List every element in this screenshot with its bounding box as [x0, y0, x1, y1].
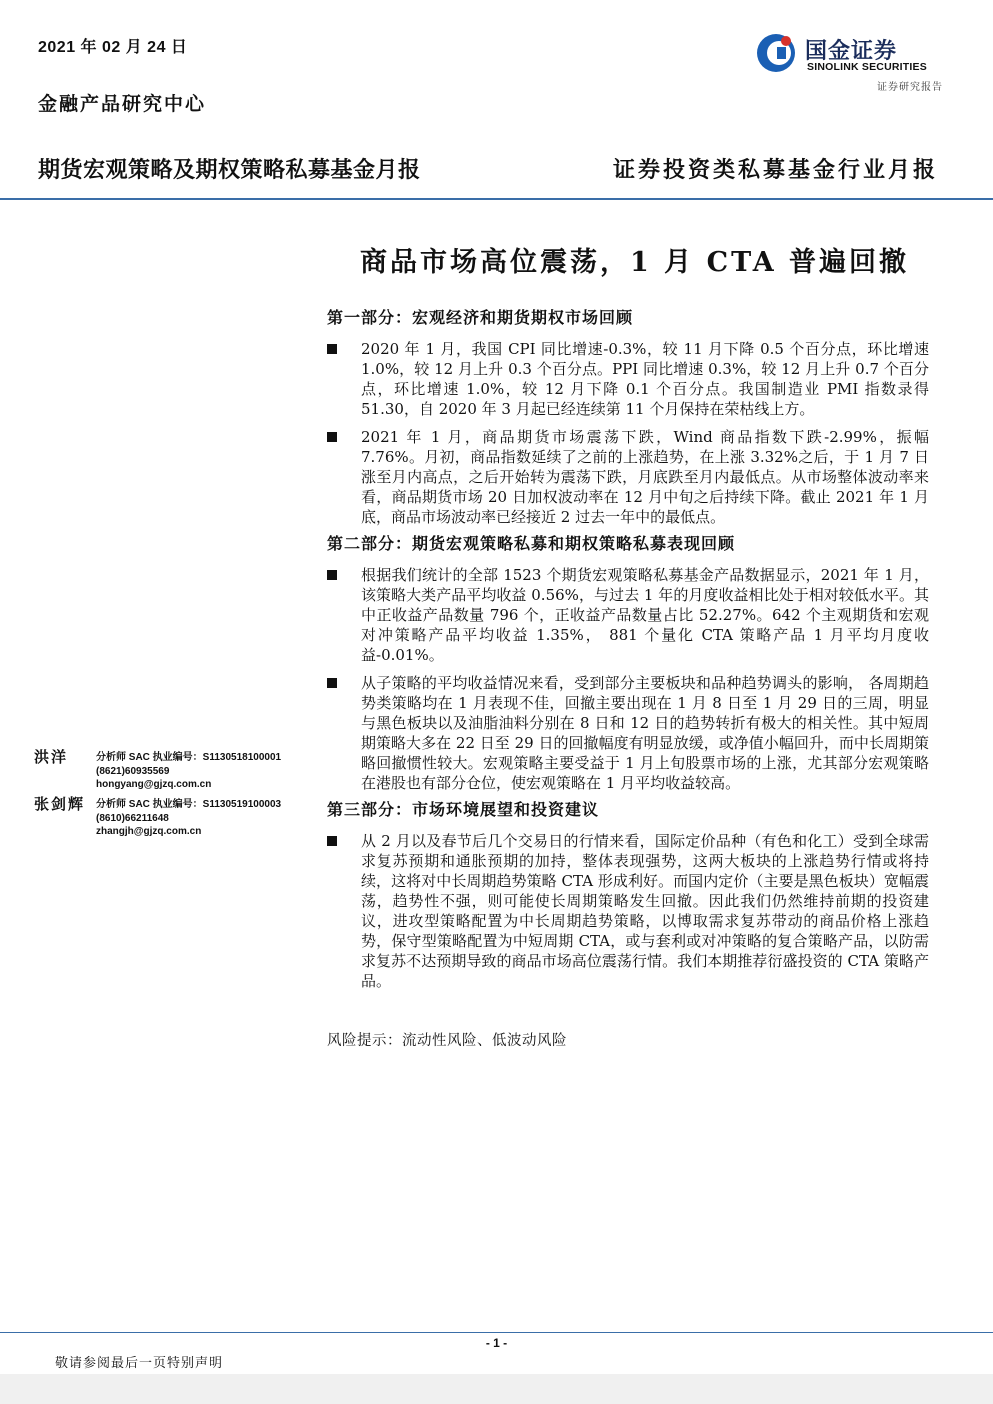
disclaimer-note: 敬请参阅最后一页特别声明: [55, 1356, 224, 1371]
logo-en-text: SINOLINK SECURITIES: [807, 61, 927, 73]
logo-cn-text: 国金证券: [805, 39, 898, 64]
header-divider: [0, 198, 993, 200]
section-outlook: [327, 797, 929, 991]
report-series-title: 期货宏观策略及期权策略私募基金月报: [38, 158, 421, 183]
analyst-email[interactable]: zhangjh@gjzq.com.cn: [96, 826, 202, 837]
analyst-email[interactable]: hongyang@gjzq.com.cn: [96, 779, 212, 790]
analyst-cert: 分析师 SAC 执业编号：S1130518100001: [96, 752, 282, 763]
sinolink-logo-icon: [755, 32, 797, 74]
bullet-text: 从子策略的平均收益情况来看，受到部分主要板块和品种趋势调头的影响， 各周期趋势类策略均在 1 月表现不佳，回撤主要出现在 1 月 8 日至 1 月 29 日的三周，明显与黑色板块以及油脂油料分别在 8 日和 12 日的趋势转折有极大的相关性。其中短周期策略大多在 22 日至 29 日的回撤幅度有明显放缓，或净值小幅回升，而中长周期策略回撤惯性较大。宏观策略主要受益于 1 月上旬股票市场的上涨，尤其部分宏观策略在港股也有部分仓位，使宏观策略在 1 月平均收益较高。: [361, 674, 929, 792]
company-logo: [755, 32, 950, 77]
section-macro-review: [327, 305, 929, 527]
analyst-cert: 分析师 SAC 执业编号：S1130519100003: [96, 799, 282, 810]
analyst-name: 洪洋: [34, 748, 69, 766]
analyst-info: [96, 751, 281, 792]
industry-report-title: 证券投资类私募基金行业月报: [612, 157, 938, 183]
section-heading: 第三部分：市场环境展望和投资建议: [327, 800, 600, 819]
section-heading: 第二部分：期货宏观策略私募和期权策略私募表现回顾: [327, 534, 736, 553]
bullet-item: [327, 339, 929, 419]
bullet-item: [327, 831, 929, 991]
analyst-phone: (8621)60935569: [96, 765, 170, 777]
main-title: 商品市场高位震荡，1 月 CTA 普遍回撤: [360, 247, 910, 278]
page-bottom-strip: [0, 1374, 993, 1404]
bullet-square-icon: [327, 678, 337, 688]
analyst-name: 张剑辉: [34, 795, 86, 813]
section-heading: 第一部分：宏观经济和期货期权市场回顾: [327, 308, 634, 327]
bullet-text: 根据我们统计的全部 1523 个期货宏观策略私募基金产品数据显示，2021 年 1 月，该策略大类产品平均收益 0.56%，与过去 1 年的月度收益相比处于相对较低水平。其中正收益产品数量 796 个，正收益产品数量占比 52.27%。642 个主观期货和宏观对冲策略产品平均收益 1.35%， 881 个量化 CTA 策略产品 1 月平均月度收益-0.01%。: [361, 566, 929, 664]
bullet-text: 2020 年 1 月，我国 CPI 同比增速-0.3%，较 11 月下降 0.5 个百分点，环比增速 1.0%，较 12 月上升 0.3 个百分点。PPI 同比增速 0.3%，较 12 月上升 0.7 个百分点，环比增速 1.0%，较 12 月下降 0.1 个百分点。我国制造业 PMI 指数录得 51.30，自 2020 年 3 月起已经连续第 11 个月保持在荣枯线上方。: [361, 340, 929, 418]
research-center-label: 金融产品研究中心: [38, 93, 207, 115]
bullet-item: [327, 565, 929, 665]
bullet-item: [327, 673, 929, 793]
bullet-square-icon: [327, 344, 337, 354]
footer-divider: [0, 1332, 993, 1333]
section-performance-review: [327, 531, 929, 793]
report-type-label: 证券研究报告: [877, 82, 943, 93]
analyst-phone: (8610)66211648: [96, 812, 169, 824]
risk-warning: 风险提示：流动性风险、低波动风险: [327, 1033, 567, 1049]
report-body: [327, 305, 929, 1050]
analyst-info: [96, 798, 281, 839]
bullet-item: [327, 427, 929, 527]
bullet-text: 2021 年 1 月，商品期货市场震荡下跌，Wind 商品指数下跌-2.99%，振幅 7.76%。月初，商品指数延续了之前的上涨趋势，在上涨 3.32%之后，于 1 月 7 日涨至月内高点，之后开始转为震荡下跌，月底跌至月内最低点。从市场整体波动率来看，商品期货市场 20 日加权波动率在 12 月中旬之后持续下降。截止 2021 年 1 月底，商品市场波动率已经接近 2 过去一年中的最低点。: [361, 428, 929, 526]
bullet-square-icon: [327, 570, 337, 580]
report-date: 2021 年 02 月 24 日: [38, 39, 188, 56]
bullet-square-icon: [327, 432, 337, 442]
page-number: - 1 -: [485, 1336, 508, 1350]
bullet-text: 从 2 月以及春节后几个交易日的行情来看，国际定价品种（有色和化工）受到全球需求复苏预期和通胀预期的加持，整体表现强势，这两大板块的上涨趋势行情或将持续，这将对中长周期趋势策略 CTA 形成利好。而国内定价（主要是黑色板块）宽幅震荡，趋势性不强，则可能使长周期策略发生回撤。因此我们仍然维持前期的投资建议，进攻型策略配置为中长周期趋势策略，以博取需求复苏带动的商品价格上涨趋势，保守型策略配置为中短周期 CTA，或与套利或对冲策略的复合策略产品，以防需求复苏不达预期导致的商品市场高位震荡行情。我们本期推荐衍盛投资的 CTA 策略产品。: [361, 832, 929, 990]
bullet-square-icon: [327, 836, 337, 846]
